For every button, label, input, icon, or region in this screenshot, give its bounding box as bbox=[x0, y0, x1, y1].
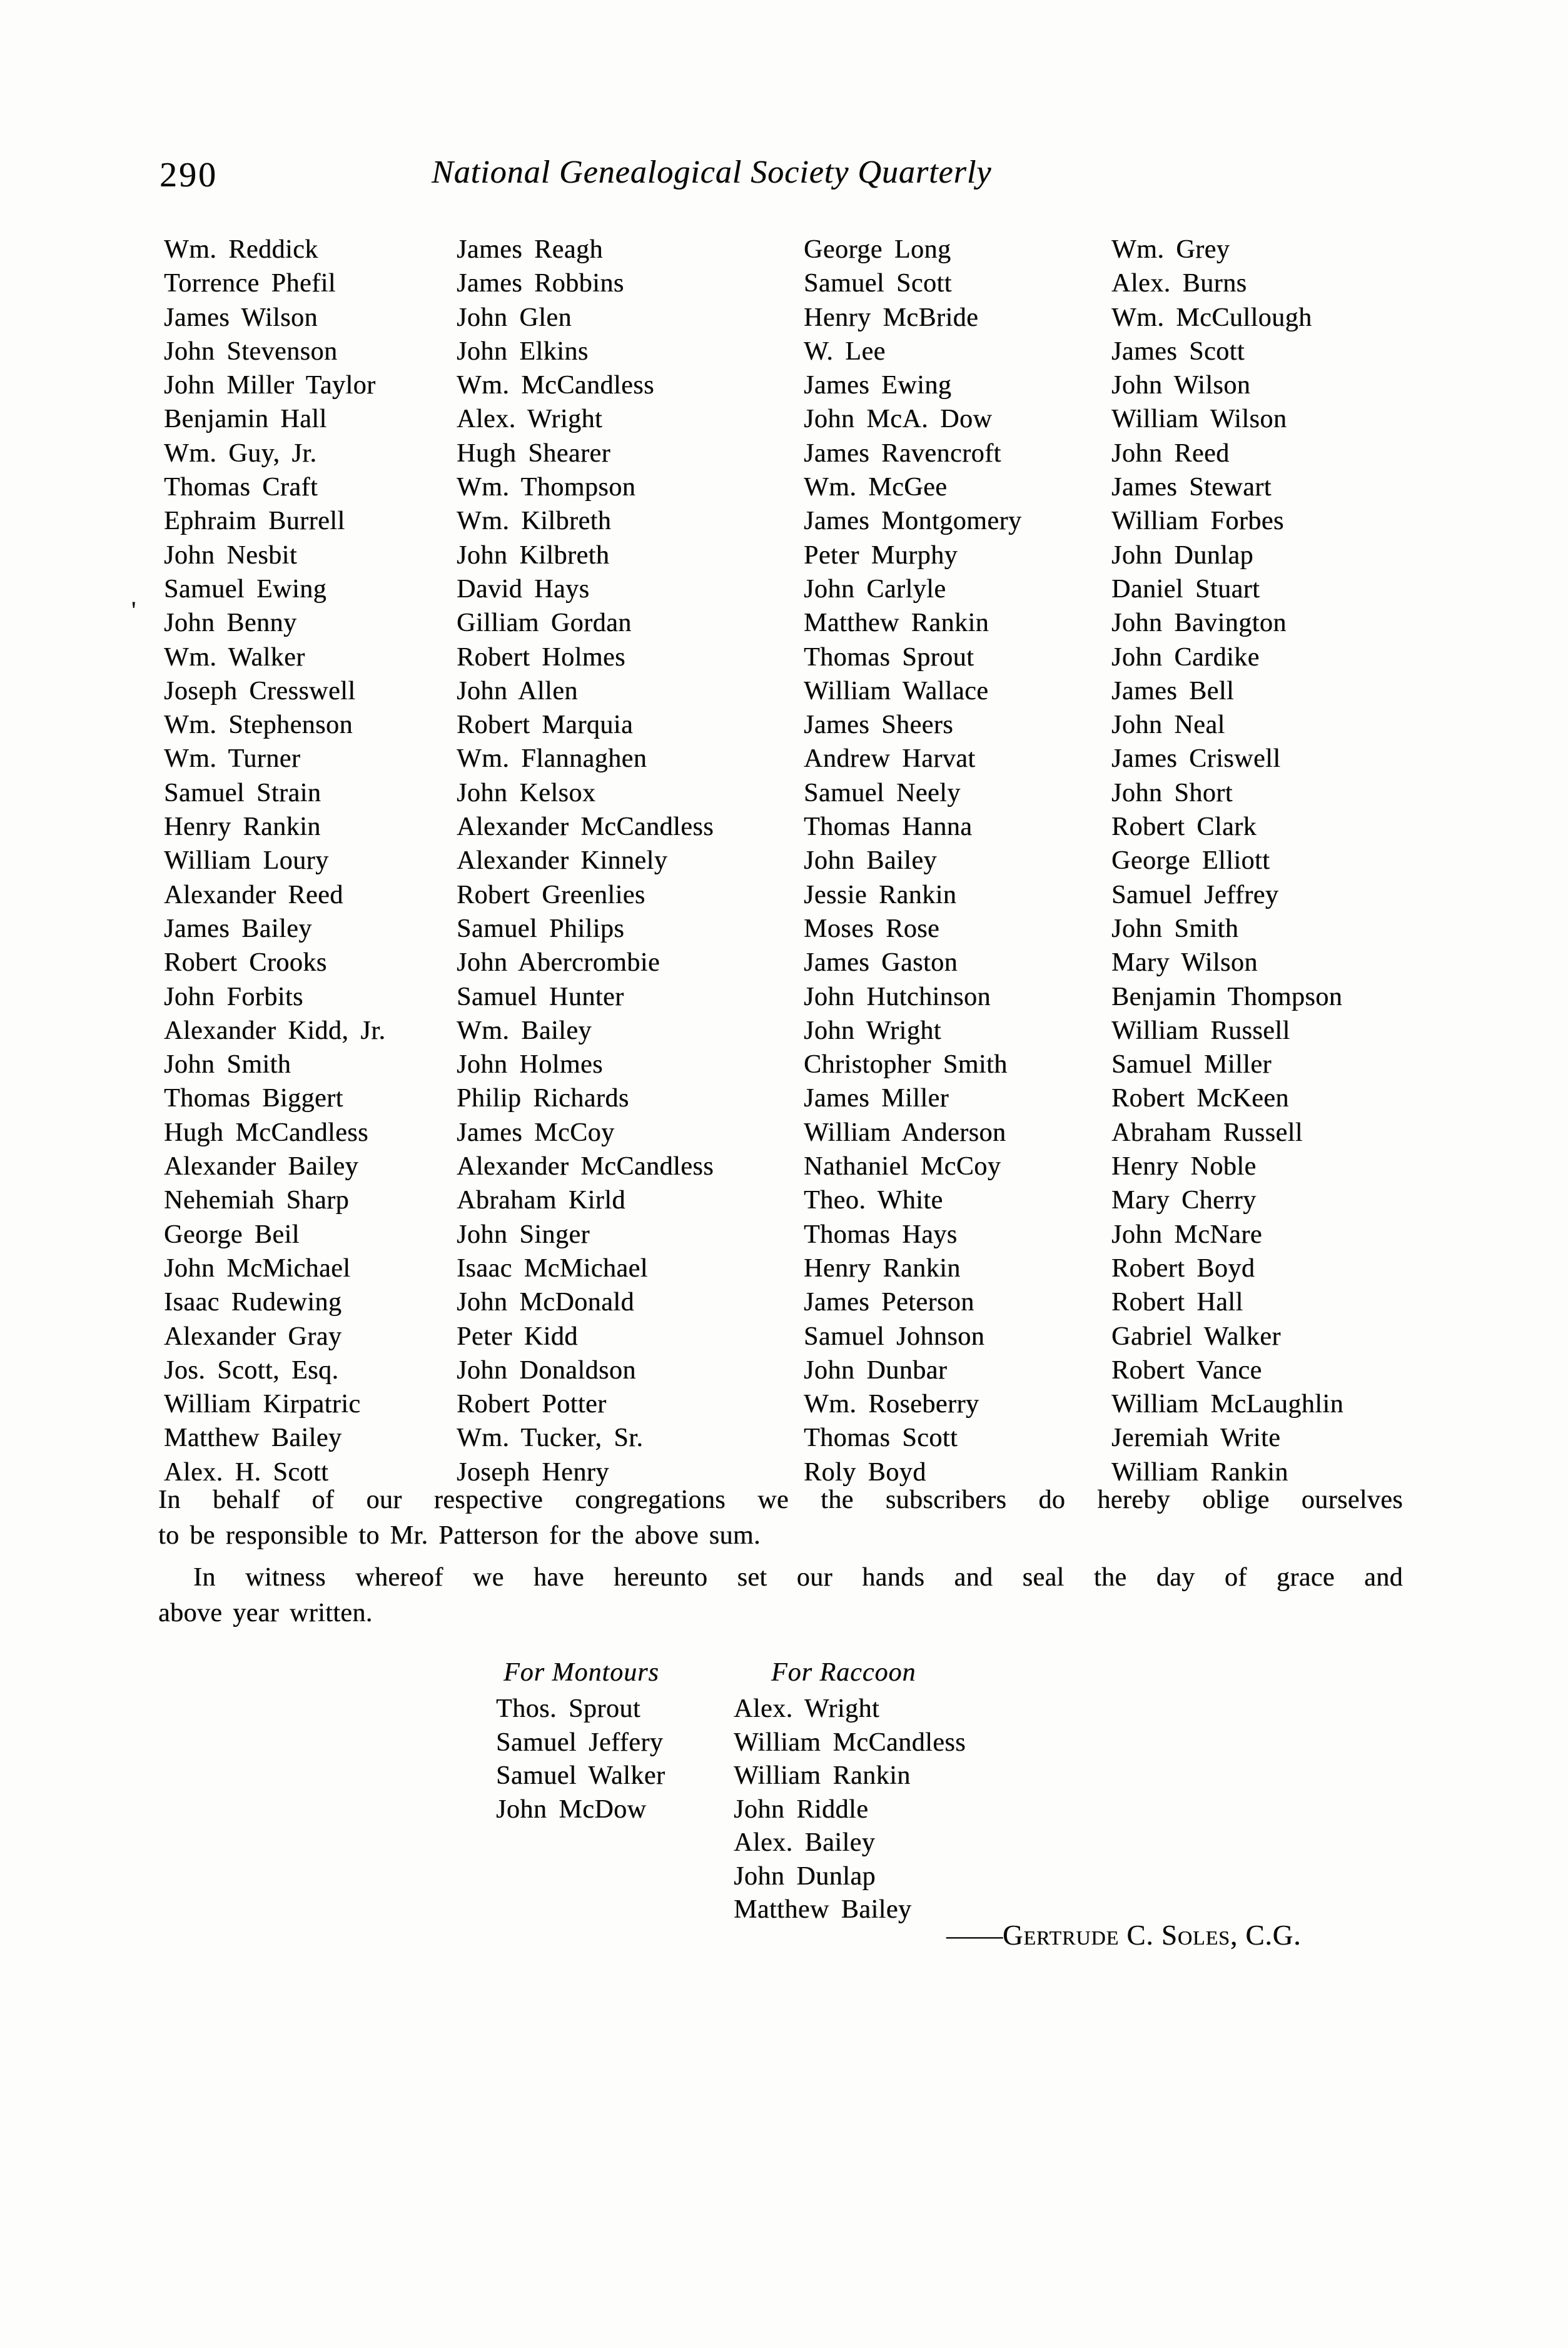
subscriber-name: Wm. Kilbreth bbox=[457, 507, 612, 536]
paragraph-obligation bbox=[158, 1482, 1403, 1554]
margin-stray-mark: ' bbox=[131, 596, 136, 624]
subscriber-name: George Beil bbox=[164, 1220, 300, 1249]
subscriber-name: John Holmes bbox=[457, 1050, 603, 1080]
congregation-signer-name: John Riddle bbox=[734, 1794, 869, 1824]
paragraph-line: In witness whereof we have hereunto set our hands and seal the day of grace and bbox=[193, 1563, 1403, 1592]
subscriber-name: John Wilson bbox=[1111, 371, 1251, 400]
subscriber-name: Robert Vance bbox=[1111, 1355, 1262, 1385]
subscriber-name: Nehemiah Sharp bbox=[164, 1186, 350, 1215]
subscriber-name: Robert Boyd bbox=[1111, 1253, 1255, 1283]
congregation-signer-name: John Dunlap bbox=[734, 1861, 876, 1891]
subscriber-name: Theo. White bbox=[804, 1186, 943, 1215]
subscriber-name: John Hutchinson bbox=[804, 982, 991, 1011]
subscriber-name: Daniel Stuart bbox=[1111, 574, 1260, 604]
subscriber-name: Alexander Bailey bbox=[164, 1152, 359, 1182]
subscriber-name: Henry Rankin bbox=[164, 812, 321, 842]
subscriber-name: Alexander McCandless bbox=[457, 1152, 714, 1182]
subscriber-name: Isaac Rudewing bbox=[164, 1288, 342, 1317]
subscriber-name: John Elkins bbox=[457, 337, 589, 366]
congregation-signer-name: William McCandless bbox=[734, 1728, 966, 1757]
congregation-signer-name: William Rankin bbox=[734, 1761, 911, 1790]
subscriber-name: Christopher Smith bbox=[804, 1050, 1008, 1080]
subscriber-name: William Kirpatric bbox=[164, 1390, 361, 1419]
subscriber-name: John Allen bbox=[457, 676, 578, 706]
subscriber-name: Alexander Kinnely bbox=[457, 846, 668, 876]
subscriber-name: Benjamin Hall bbox=[164, 405, 327, 434]
subscriber-name: Ephraim Burrell bbox=[164, 507, 345, 536]
subscriber-name: Moses Rose bbox=[804, 914, 940, 943]
subscriber-name: John Kilbreth bbox=[457, 540, 610, 570]
subscriber-name: John Dunlap bbox=[1111, 540, 1253, 570]
subscriber-name: Philip Richards bbox=[457, 1084, 629, 1113]
subscriber-name: David Hays bbox=[457, 574, 590, 604]
congregation-signer-name: John McDow bbox=[496, 1794, 647, 1824]
subscriber-name: Alexander McCandless bbox=[457, 812, 714, 842]
subscriber-name: James Stewart bbox=[1111, 473, 1272, 502]
paragraph-line: above year written. bbox=[158, 1599, 373, 1627]
subscriber-name: Samuel Ewing bbox=[164, 574, 327, 604]
congregation-signer-name: Thos. Sprout bbox=[496, 1694, 641, 1723]
signature-name: Gertrude C. Soles, C.G. bbox=[1003, 1920, 1302, 1951]
subscriber-name: Mary Cherry bbox=[1111, 1186, 1257, 1215]
subscriber-name: Alexander Gray bbox=[164, 1322, 342, 1351]
paragraph-line: In behalf of our respective congregations we the subscribers do hereby oblige ourselves bbox=[158, 1485, 1403, 1514]
subscriber-name: Samuel Scott bbox=[804, 269, 952, 298]
subscriber-name: John Glen bbox=[457, 303, 572, 332]
subscriber-name: Matthew Bailey bbox=[164, 1424, 342, 1453]
subscriber-name: Robert Crooks bbox=[164, 948, 327, 978]
subscriber-name: Samuel Miller bbox=[1111, 1050, 1272, 1080]
subscriber-name: Wm. Walker bbox=[164, 642, 305, 672]
subscriber-name: Nathaniel McCoy bbox=[804, 1152, 1001, 1182]
subscriber-name: Jessie Rankin bbox=[804, 880, 957, 909]
subscriber-name: Thomas Biggert bbox=[164, 1084, 343, 1113]
subscriber-name: Robert Clark bbox=[1111, 812, 1257, 842]
subscriber-name: John Nesbit bbox=[164, 540, 297, 570]
subscriber-name: Alex. Burns bbox=[1111, 269, 1247, 298]
subscriber-name: William Anderson bbox=[804, 1118, 1006, 1147]
subscriber-name: Joseph Cresswell bbox=[164, 676, 356, 706]
subscriber-name: Robert Holmes bbox=[457, 642, 625, 672]
subscriber-name: Alexander Kidd, Jr. bbox=[164, 1016, 386, 1045]
congregation-signer-name: Matthew Bailey bbox=[734, 1895, 912, 1924]
subscriber-name: W. Lee bbox=[804, 337, 886, 366]
subscriber-name: Peter Kidd bbox=[457, 1322, 578, 1351]
congregation-signer-name: Alex. Bailey bbox=[734, 1828, 876, 1857]
subscriber-name: John Smith bbox=[1111, 914, 1239, 943]
subscriber-name: Thomas Craft bbox=[164, 473, 318, 502]
subscriber-name: Thomas Sprout bbox=[804, 642, 974, 672]
subscriber-name: Wm. Tucker, Sr. bbox=[457, 1424, 644, 1453]
subscriber-name: Wm. Grey bbox=[1111, 235, 1230, 264]
subscriber-name: Benjamin Thompson bbox=[1111, 982, 1343, 1011]
subscriber-name: Samuel Philips bbox=[457, 914, 625, 943]
subscriber-name: Hugh Shearer bbox=[457, 438, 611, 468]
subscriber-name: John Cardike bbox=[1111, 642, 1260, 672]
subscriber-name: James McCoy bbox=[457, 1118, 615, 1147]
subscriber-name: Samuel Hunter bbox=[457, 982, 624, 1011]
congregation-heading-montours: For Montours bbox=[503, 1658, 659, 1687]
subscriber-name: John McA. Dow bbox=[804, 405, 993, 434]
subscriber-name: James Robbins bbox=[457, 269, 624, 298]
subscriber-name: John Smith bbox=[164, 1050, 291, 1080]
subscriber-name: John Bailey bbox=[804, 846, 937, 876]
congregation-list-raccoon bbox=[734, 1693, 966, 1927]
subscriber-name: James Wilson bbox=[164, 303, 318, 332]
subscriber-name: James Sheers bbox=[804, 711, 954, 740]
congregation-signer-name: Samuel Jeffery bbox=[496, 1728, 664, 1757]
subscriber-column-1 bbox=[164, 233, 385, 1489]
subscriber-name: Wm. Thompson bbox=[457, 473, 636, 502]
subscriber-name: Wm. Guy, Jr. bbox=[164, 438, 317, 468]
subscriber-name: James Reagh bbox=[457, 235, 603, 264]
subscriber-name: Abraham Russell bbox=[1111, 1118, 1303, 1147]
congregation-signer-name: Alex. Wright bbox=[734, 1694, 880, 1723]
subscriber-name: Torrence Phefil bbox=[164, 269, 336, 298]
subscriber-name: Roly Boyd bbox=[804, 1457, 926, 1487]
journal-title: National Genealogical Society Quarterly bbox=[432, 154, 992, 190]
subscriber-name: James Montgomery bbox=[804, 507, 1022, 536]
subscriber-name: John Dunbar bbox=[804, 1355, 948, 1385]
subscriber-name: George Elliott bbox=[1111, 846, 1270, 876]
subscriber-name: Wm. Turner bbox=[164, 744, 301, 774]
subscriber-name: John McNare bbox=[1111, 1220, 1262, 1249]
subscriber-name: Robert McKeen bbox=[1111, 1084, 1289, 1113]
subscriber-name: Wm. Flannaghen bbox=[457, 744, 647, 774]
subscriber-name: Alex. H. Scott bbox=[164, 1457, 329, 1487]
subscriber-name: James Miller bbox=[804, 1084, 949, 1113]
subscriber-name: Thomas Hanna bbox=[804, 812, 973, 842]
subscriber-name: Isaac McMichael bbox=[457, 1253, 648, 1283]
page-number: 290 bbox=[159, 156, 218, 195]
subscriber-name: John Benny bbox=[164, 609, 297, 638]
subscriber-name: Wm. Stephenson bbox=[164, 711, 353, 740]
subscriber-name: Samuel Jeffrey bbox=[1111, 880, 1279, 909]
subscriber-name: Samuel Neely bbox=[804, 778, 961, 807]
subscriber-name: William Forbes bbox=[1111, 507, 1284, 536]
paragraph-witness bbox=[158, 1560, 1403, 1631]
subscriber-name: William Russell bbox=[1111, 1016, 1290, 1045]
subscriber-name: John Donaldson bbox=[457, 1355, 636, 1385]
subscriber-name: John Stevenson bbox=[164, 337, 338, 366]
subscriber-name: John Abercrombie bbox=[457, 948, 660, 978]
subscriber-name: James Peterson bbox=[804, 1288, 974, 1317]
subscriber-name: Joseph Henry bbox=[457, 1457, 609, 1487]
subscriber-name: Jos. Scott, Esq. bbox=[164, 1355, 339, 1385]
subscriber-name: John Forbits bbox=[164, 982, 303, 1011]
subscriber-name: Alex. Wright bbox=[457, 405, 603, 434]
subscriber-name: Gabriel Walker bbox=[1111, 1322, 1281, 1351]
subscriber-name: John McDonald bbox=[457, 1288, 634, 1317]
subscriber-name: George Long bbox=[804, 235, 951, 264]
subscriber-name: Gilliam Gordan bbox=[457, 609, 632, 638]
subscriber-name: Wm. McCullough bbox=[1111, 303, 1312, 332]
subscriber-name: John Bavington bbox=[1111, 609, 1287, 638]
subscriber-name: James Bell bbox=[1111, 676, 1235, 706]
congregation-signer-name: Samuel Walker bbox=[496, 1761, 665, 1790]
subscriber-name: John McMichael bbox=[164, 1253, 351, 1283]
subscriber-name: John Kelsox bbox=[457, 778, 596, 807]
subscriber-column-2 bbox=[457, 233, 714, 1489]
subscriber-name: James Ewing bbox=[804, 371, 952, 400]
subscriber-name: William Wilson bbox=[1111, 405, 1287, 434]
subscriber-name: Wm. McGee bbox=[804, 473, 948, 502]
congregation-list-montours bbox=[496, 1693, 665, 1826]
subscriber-name: Robert Potter bbox=[457, 1390, 607, 1419]
congregation-heading-raccoon: For Raccoon bbox=[771, 1658, 916, 1687]
subscriber-name: John Wright bbox=[804, 1016, 941, 1045]
subscriber-name: Wm. Reddick bbox=[164, 235, 318, 264]
subscriber-name: Samuel Johnson bbox=[804, 1322, 985, 1351]
subscriber-name: James Ravencroft bbox=[804, 438, 1001, 468]
subscriber-name: Andrew Harvat bbox=[804, 744, 976, 774]
subscriber-name: James Bailey bbox=[164, 914, 312, 943]
subscriber-name: John Reed bbox=[1111, 438, 1230, 468]
subscriber-name: Mary Wilson bbox=[1111, 948, 1258, 978]
subscriber-name: Samuel Strain bbox=[164, 778, 321, 807]
subscriber-name: William McLaughlin bbox=[1111, 1390, 1344, 1419]
subscriber-name: William Wallace bbox=[804, 676, 989, 706]
subscriber-name: Robert Greenlies bbox=[457, 880, 645, 909]
subscriber-name: Thomas Scott bbox=[804, 1424, 958, 1453]
subscriber-name: James Criswell bbox=[1111, 744, 1281, 774]
subscriber-column-4 bbox=[1111, 233, 1343, 1489]
subscriber-name: Peter Murphy bbox=[804, 540, 958, 570]
signature-dash: —— bbox=[946, 1920, 1003, 1951]
subscriber-name: James Gaston bbox=[804, 948, 958, 978]
paragraph-line: to be responsible to Mr. Patterson for the above sum. bbox=[158, 1521, 761, 1550]
subscriber-name: William Rankin bbox=[1111, 1457, 1288, 1487]
subscriber-name: Abraham Kirld bbox=[457, 1186, 625, 1215]
transcriber-signature bbox=[946, 1919, 1301, 1951]
subscriber-name: Matthew Rankin bbox=[804, 609, 989, 638]
subscriber-name: John Short bbox=[1111, 778, 1233, 807]
subscriber-name: Jeremiah Write bbox=[1111, 1424, 1281, 1453]
subscriber-name: Hugh McCandless bbox=[164, 1118, 368, 1147]
subscriber-name: Wm. Roseberry bbox=[804, 1390, 979, 1419]
subscriber-name: Wm. McCandless bbox=[457, 371, 654, 400]
subscriber-name: Alexander Reed bbox=[164, 880, 343, 909]
subscriber-name: James Scott bbox=[1111, 337, 1245, 366]
subscriber-name: Robert Marquia bbox=[457, 711, 634, 740]
subscriber-name: Robert Hall bbox=[1111, 1288, 1243, 1317]
subscriber-name: John Miller Taylor bbox=[164, 371, 376, 400]
subscriber-column-3 bbox=[804, 233, 1021, 1489]
subscriber-name: Henry McBride bbox=[804, 303, 979, 332]
subscriber-name: Henry Rankin bbox=[804, 1253, 961, 1283]
subscriber-name: Henry Noble bbox=[1111, 1152, 1257, 1182]
subscriber-name: William Loury bbox=[164, 846, 329, 876]
subscriber-name: John Neal bbox=[1111, 711, 1225, 740]
subscriber-name: John Singer bbox=[457, 1220, 590, 1249]
subscriber-name: John Carlyle bbox=[804, 574, 946, 604]
subscriber-name: Wm. Bailey bbox=[457, 1016, 592, 1045]
subscriber-name: Thomas Hays bbox=[804, 1220, 958, 1249]
